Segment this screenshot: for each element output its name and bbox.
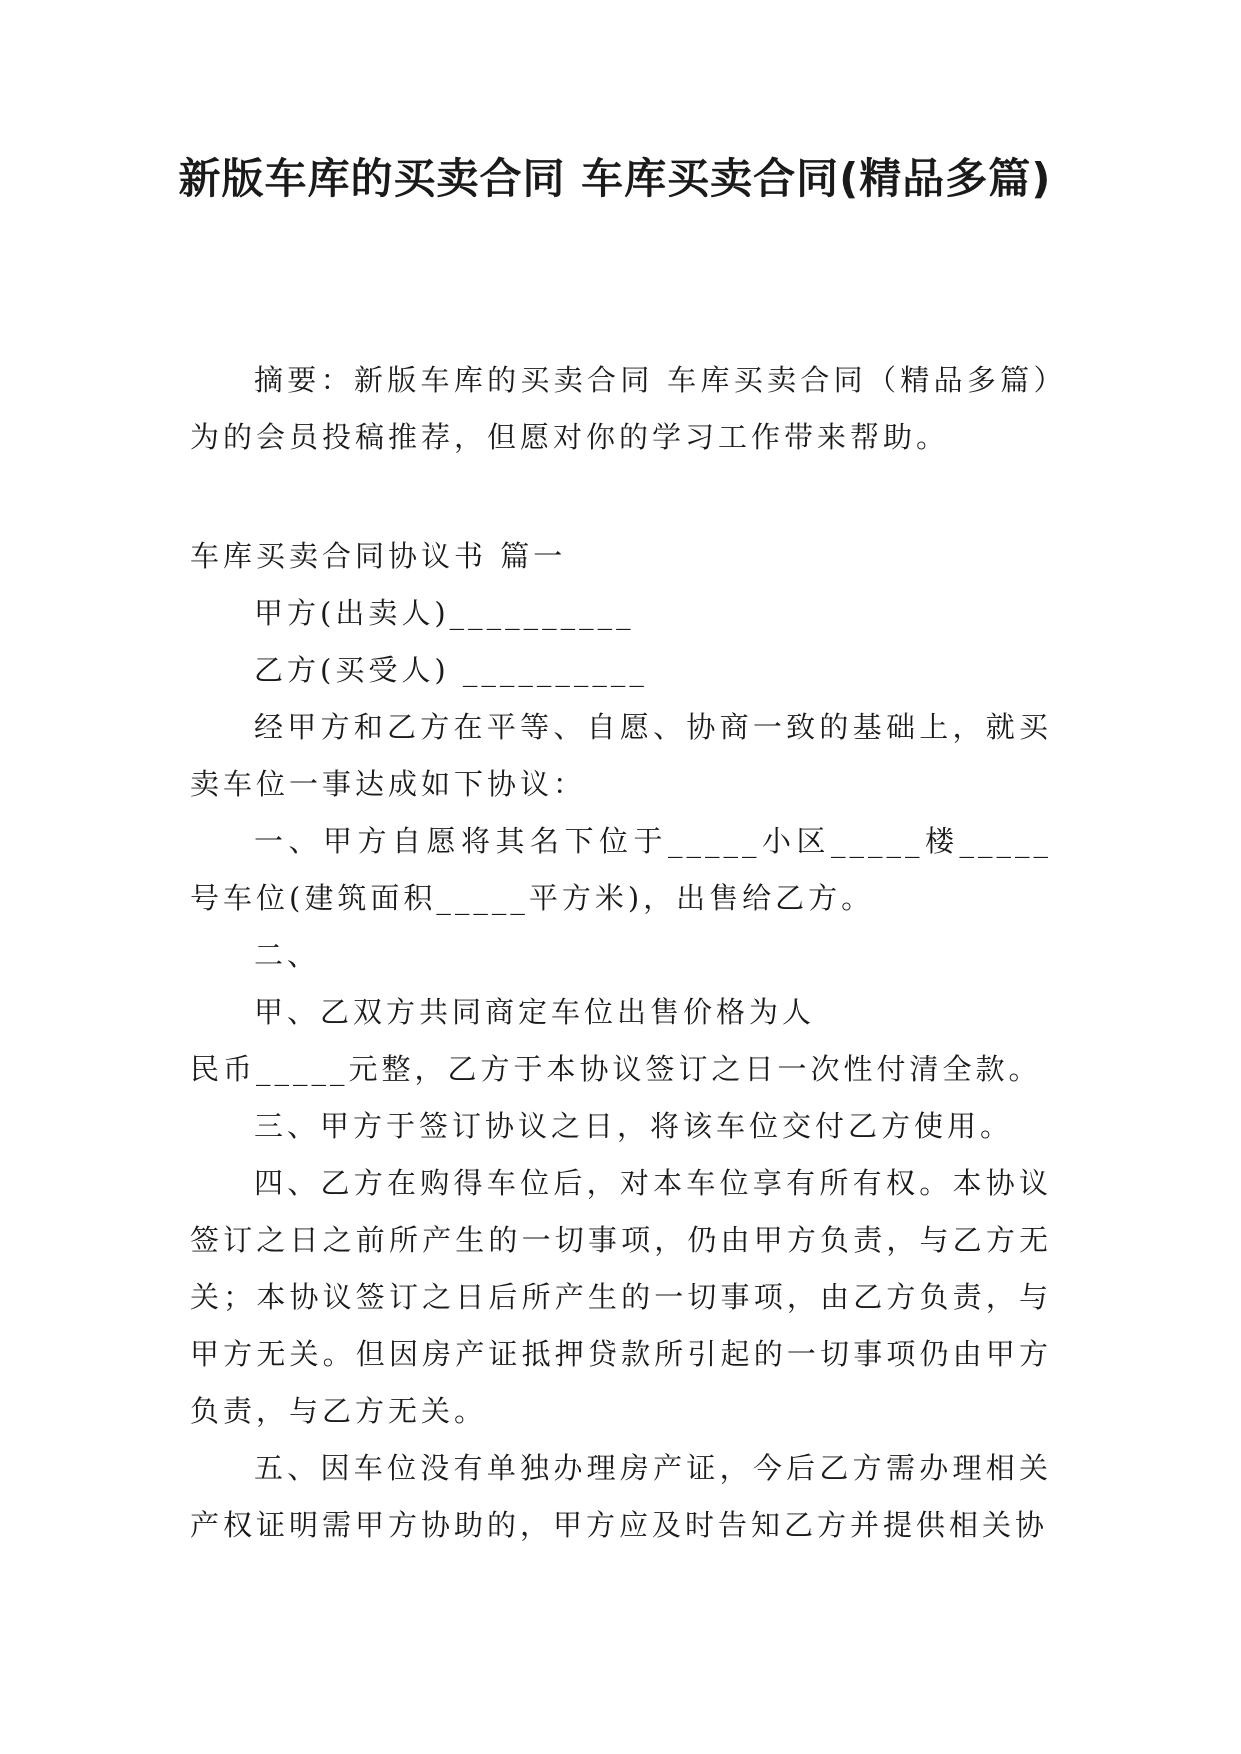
clause-4: 四、乙方在购得车位后，对本车位享有所有权。本协议签订之日之前所产生的一切事项，仍由甲方负责，与乙方无关；本协议签订之日后所产生的一切事项，由乙方负责，与甲方无关。但因房产证抵押贷款所引起的一切事项仍由甲方负责，与乙方无关。 bbox=[190, 1166, 1052, 1428]
contract-preamble: 经甲方和乙方在平等、自愿、协商一致的基础上，就买卖车位一事达成如下协议： bbox=[190, 710, 1052, 801]
abstract-paragraph: 摘要：新版车库的买卖合同 车库买卖合同（精品多篇）为的会员投稿推荐，但愿对你的学习工作带来帮助。 bbox=[190, 363, 1052, 454]
clause-2-number: 二、 bbox=[254, 938, 321, 972]
clause-2-text: 甲、乙双方共同商定车位出售价格为人 bbox=[254, 995, 816, 1029]
party-a-line: 甲方(出卖人)__________ bbox=[254, 596, 635, 630]
clause-5: 五、因车位没有单独办理房产证，今后乙方需办理相关产权证明需甲方协助的，甲方应及时告知乙方并提供相关协 bbox=[190, 1451, 1052, 1542]
contract-body bbox=[190, 528, 1052, 1554]
party-b-line: 乙方(买受人) __________ bbox=[254, 653, 648, 687]
clause-2-continuation: 民币_____元整，乙方于本协议签订之日一次性付清全款。 bbox=[190, 1052, 1042, 1086]
clause-1: 一、甲方自愿将其名下位于_____小区_____楼_____号车位(建筑面积_____平方米)，出售给乙方。 bbox=[190, 824, 1052, 915]
document-title: 新版车库的买卖合同 车库买卖合同(精品多篇) bbox=[178, 154, 1052, 203]
clause-3: 三、甲方于签订协议之日，将该车位交付乙方使用。 bbox=[254, 1109, 1014, 1143]
abstract-block bbox=[190, 352, 1052, 466]
section-heading: 车库买卖合同协议书 篇一 bbox=[190, 539, 567, 573]
